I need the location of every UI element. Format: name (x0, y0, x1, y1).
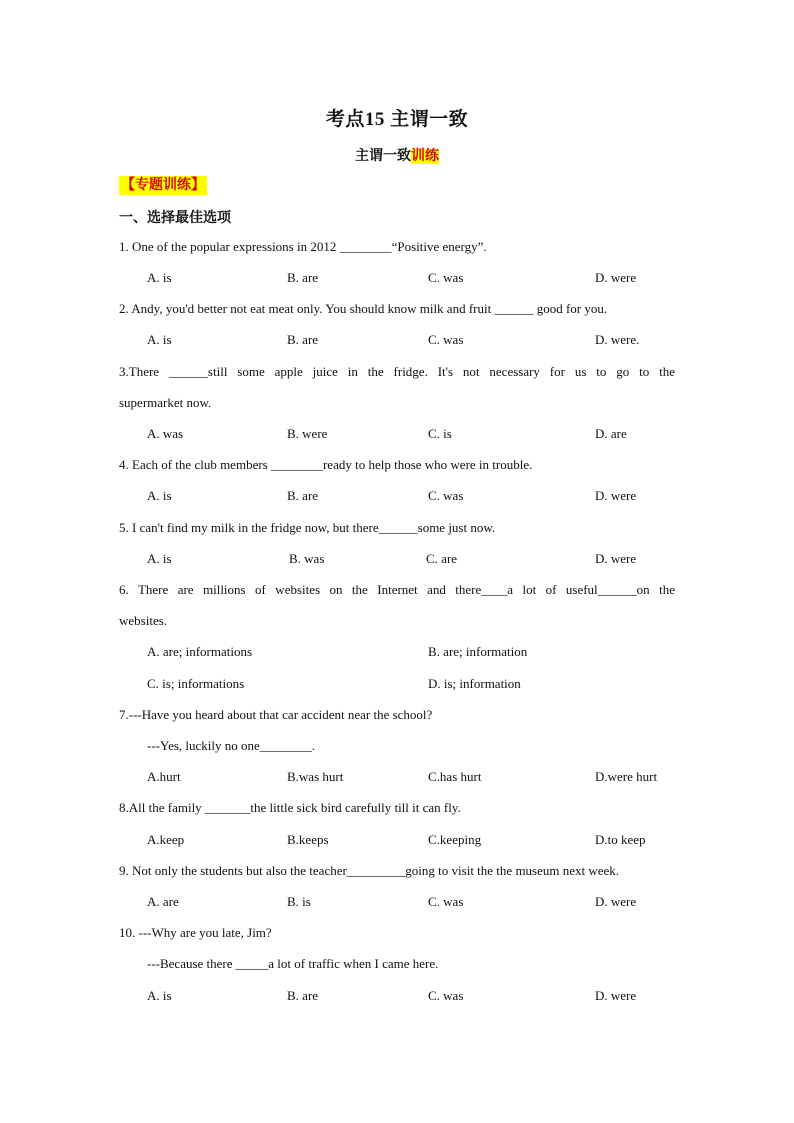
q5-option-d[interactable]: D. were (595, 551, 637, 566)
question-5-stem: 5. I can't find my milk in the fridge now, but there______some just now. (119, 520, 496, 535)
q9-option-d[interactable]: D. were (595, 894, 637, 909)
subtitle-main: 主谓一致 (355, 149, 411, 164)
q9-option-a[interactable]: A. are (147, 894, 179, 909)
q2-option-d[interactable]: D. were. (595, 332, 640, 347)
q3-option-a[interactable]: A. was (147, 426, 184, 441)
q2-option-b[interactable]: B. are (287, 332, 319, 347)
question-6-stem-line-2: websites. (119, 613, 168, 628)
q10-option-c[interactable]: C. was (428, 988, 464, 1003)
subtitle-highlight: 训练 (411, 149, 439, 164)
question-6-stem-line-1: 6. There are millions of websites on the Internet and there____a lot of useful______on the (119, 582, 675, 597)
q3-option-c[interactable]: C. is (428, 426, 452, 441)
q8-option-c[interactable]: C.keeping (428, 832, 482, 847)
q8-option-a[interactable]: A.keep (147, 832, 185, 847)
q10-option-b[interactable]: B. are (287, 988, 319, 1003)
section-heading: 一、选择最佳选项 (119, 211, 231, 226)
q7-option-d[interactable]: D.were hurt (595, 769, 658, 784)
q4-option-b[interactable]: B. are (287, 488, 319, 503)
q7-option-a[interactable]: A.hurt (147, 769, 181, 784)
q3-option-b[interactable]: B. were (287, 426, 328, 441)
q9-option-c[interactable]: C. was (428, 894, 464, 909)
q10-option-d[interactable]: D. were (595, 988, 637, 1003)
q5-option-a[interactable]: A. is (147, 551, 172, 566)
q6-option-a[interactable]: A. are; informations (147, 644, 253, 659)
q8-option-d[interactable]: D.to keep (595, 832, 646, 847)
q3-option-d[interactable]: D. are (595, 426, 627, 441)
q2-option-c[interactable]: C. was (428, 332, 464, 347)
question-9-stem: 9. Not only the students but also the teacher_________going to visit the the museum next week. (119, 863, 620, 878)
q7-option-b[interactable]: B.was hurt (287, 769, 344, 784)
question-4-stem: 4. Each of the club members ________ready to help those who were in trouble. (119, 457, 533, 472)
q4-option-a[interactable]: A. is (147, 488, 172, 503)
question-2-stem: 2. Andy, you'd better not eat meat only. You should know milk and fruit ______ good for you. (119, 301, 608, 316)
q1-option-c[interactable]: C. was (428, 270, 464, 285)
q6-option-b[interactable]: B. are; information (428, 644, 528, 659)
q6-option-c[interactable]: C. is; informations (147, 676, 245, 691)
q5-option-b[interactable]: B. was (289, 551, 325, 566)
q1-option-b[interactable]: B. are (287, 270, 319, 285)
section-tag: 【专题训练】 (121, 178, 205, 193)
q4-option-c[interactable]: C. was (428, 488, 464, 503)
question-10-stem-line-1: 10. ---Why are you late, Jim? (119, 925, 272, 940)
q1-option-a[interactable]: A. is (147, 270, 172, 285)
question-8-stem: 8.All the family _______the little sick bird carefully till it can fly. (119, 800, 461, 815)
q4-option-d[interactable]: D. were (595, 488, 637, 503)
q10-option-a[interactable]: A. is (147, 988, 172, 1003)
q6-option-d[interactable]: D. is; information (428, 676, 521, 691)
q1-option-d[interactable]: D. were (595, 270, 637, 285)
q5-option-c[interactable]: C. are (426, 551, 458, 566)
page-title: 考点15 主谓一致 (325, 109, 469, 130)
question-7-stem-line-1: 7.---Have you heard about that car accident near the school? (119, 707, 433, 722)
question-3-stem-line-1: 3.There ______still some apple juice in the fridge. It's not necessary for us to go to the (119, 364, 675, 379)
q8-option-b[interactable]: B.keeps (287, 832, 329, 847)
question-3-stem-line-2: supermarket now. (119, 395, 212, 410)
q7-option-c[interactable]: C.has hurt (428, 769, 482, 784)
q9-option-b[interactable]: B. is (287, 894, 311, 909)
page-subtitle (0, 145, 794, 165)
q2-option-a[interactable]: A. is (147, 332, 172, 347)
question-1-stem: 1. One of the popular expressions in 2012 ________“Positive energy”. (119, 239, 487, 254)
question-10-stem-line-2: ---Because there _____a lot of traffic when I came here. (147, 956, 439, 971)
question-7-stem-line-2: ---Yes, luckily no one________. (147, 738, 316, 753)
